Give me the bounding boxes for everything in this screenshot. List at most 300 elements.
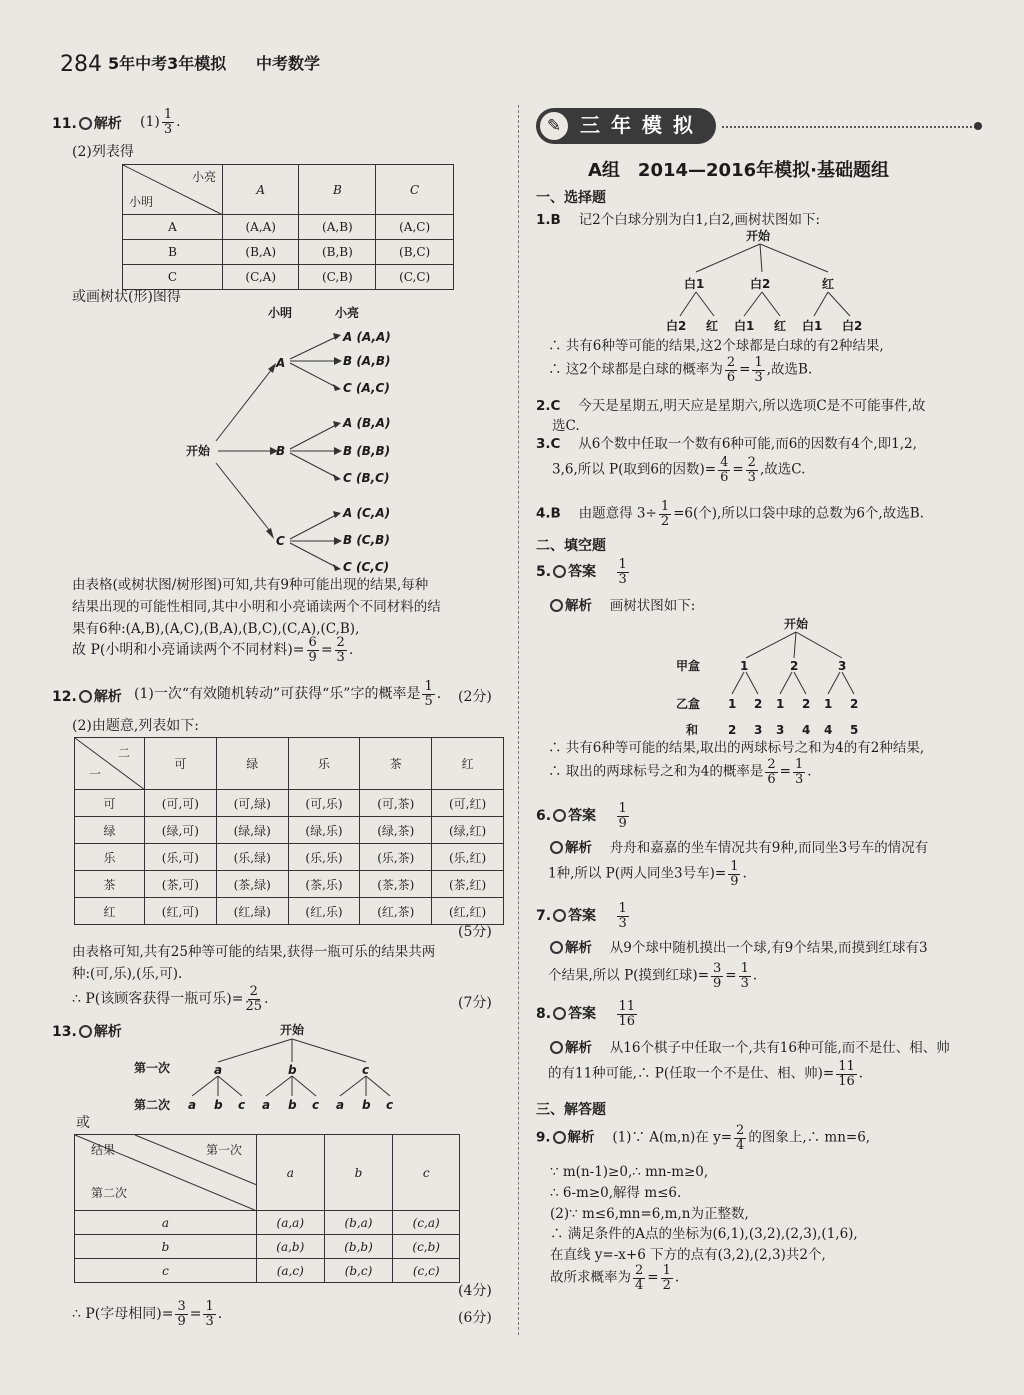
punct: . <box>858 1065 864 1082</box>
denominator: 16 <box>838 1073 855 1089</box>
table-cell: (红,红) <box>432 898 504 925</box>
numerator: 1 <box>740 961 749 976</box>
fraction <box>728 860 740 888</box>
denominator: 5 <box>424 693 433 709</box>
denominator: 6 <box>767 771 776 787</box>
equals: = <box>779 763 791 780</box>
numerator: 11 <box>838 1059 855 1074</box>
book-title: 5年中考3年模拟 <box>108 54 227 73</box>
equals: = <box>732 461 744 478</box>
table-cell: (A,B) <box>299 215 376 240</box>
row-header: 可 <box>75 790 145 817</box>
table-cell: (B,B) <box>299 240 376 265</box>
text: 从16个棋子中任取一个,共有16种可能,而不是仕、相、帅 <box>609 1040 950 1056</box>
tree-sum: 3 <box>776 723 785 737</box>
denominator: 9 <box>308 649 317 665</box>
numerator: 6 <box>308 635 317 650</box>
q13-conclusion <box>72 1300 222 1328</box>
equals: = <box>189 1306 202 1323</box>
table-cell: (b,a) <box>324 1211 393 1235</box>
table-cell: (C,C) <box>376 265 454 290</box>
tree-leaf: B (A,B) <box>343 354 391 368</box>
tree-leaf: a <box>336 1098 345 1112</box>
table-cell: (c,b) <box>393 1235 460 1259</box>
table-cell: (可,红) <box>432 790 504 817</box>
tree-leaf: b <box>214 1098 223 1112</box>
fraction <box>245 985 262 1013</box>
tree-node: 红 <box>822 277 835 291</box>
table-cell: (茶,茶) <box>360 871 432 898</box>
equals: = <box>647 1269 659 1286</box>
fraction <box>661 1264 673 1292</box>
q9-line: ∵ m(n-1)≥0,∴ mn-m≥0, <box>550 1164 709 1180</box>
analysis-label: 解析 <box>565 940 592 956</box>
tree-start: 开始 <box>746 229 771 243</box>
row-header: 绿 <box>75 817 145 844</box>
tree-leaf: c <box>312 1098 320 1112</box>
text: ∴ P(字母相同)= <box>72 1306 174 1323</box>
q8-answer <box>536 1000 639 1028</box>
table-cell: (乐,乐) <box>288 844 360 871</box>
tree-node-c: c <box>362 1063 370 1077</box>
fraction <box>335 636 347 664</box>
table-cell: (乐,可) <box>145 844 217 871</box>
row-header: B <box>123 240 223 265</box>
column-header: b <box>324 1135 393 1211</box>
denominator: 16 <box>618 1013 636 1029</box>
punct: . <box>217 1306 223 1323</box>
fraction <box>422 680 434 708</box>
text: ∴ P(该顾客获得一瓶可乐)= <box>72 991 244 1008</box>
q9-conclusion <box>550 1264 679 1292</box>
q11-tree-diagram <box>180 303 410 578</box>
table-cell: (b,c) <box>324 1259 393 1283</box>
punct: . <box>752 967 758 984</box>
analysis-mark-icon <box>550 941 563 954</box>
tree-leaf: 2 <box>754 697 763 711</box>
fraction <box>734 1124 746 1152</box>
q11-number: 11. <box>52 116 77 132</box>
numerator: 4 <box>720 455 729 470</box>
section-fill: 二、填空题 <box>536 538 606 554</box>
table-cell: (乐,茶) <box>360 844 432 871</box>
table-cell: (红,茶) <box>360 898 432 925</box>
section-solve: 三、解答题 <box>536 1102 606 1118</box>
text: 的有11种可能,∴ P(任取一个不是仕、相、帅)= <box>548 1065 835 1082</box>
text: 从6个数中任取一个数有6种可能,而6的因数有4个,即1,2, <box>578 436 917 452</box>
q9-line: 在直线 y=-x+6 下方的点有(3,2),(2,3)共2个, <box>550 1247 826 1263</box>
col-header-label: 二 <box>117 746 130 760</box>
equals: = <box>725 967 737 984</box>
fraction <box>739 962 751 990</box>
denominator: 3 <box>754 369 763 385</box>
table-diagonal-header <box>75 738 145 790</box>
text: (1)∵ A(m,n)在 y= <box>612 1129 733 1146</box>
numerator: 1 <box>618 901 627 916</box>
row-header: b <box>75 1235 257 1259</box>
table-row <box>123 240 454 265</box>
q1-number: 1.B <box>536 212 561 228</box>
analysis-label: 解析 <box>565 1040 592 1056</box>
tree-leaf: C (C,C) <box>343 560 390 574</box>
denominator: 3 <box>618 571 627 587</box>
column-header: 红 <box>432 738 504 790</box>
text: (1)一次“有效随机转动”可获得“乐”字的概率是 <box>134 686 421 703</box>
text: ∴ 这2个球都是白球的概率为 <box>548 361 723 378</box>
tree-leaf: 红 <box>774 319 787 333</box>
tree-leaf: B (B,B) <box>343 444 391 458</box>
col-header-label: 第一次 <box>205 1143 242 1157</box>
tree-node: 1 <box>740 659 749 673</box>
fraction <box>162 108 174 136</box>
tree-sum: 5 <box>850 723 859 737</box>
fraction <box>617 802 629 830</box>
answer-label: 答案 <box>568 908 597 925</box>
q2-line2: 选C. <box>552 418 580 434</box>
score: (2分) <box>458 689 492 705</box>
q11-text-line: 由表格(或树状图/树形图)可知,共有9种可能出现的结果,每种 <box>72 577 429 593</box>
denominator: 9 <box>713 975 722 991</box>
q4-line1 <box>536 500 924 528</box>
tree-node-b: b <box>288 1063 297 1077</box>
q9-line: ∴ 6-m≥0,解得 m≤6. <box>550 1185 682 1201</box>
answer-label: 答案 <box>568 808 597 825</box>
table-row <box>123 265 454 290</box>
fraction <box>617 1000 638 1028</box>
table-row <box>75 790 504 817</box>
denominator: 3 <box>740 975 749 991</box>
subject-title: 中考数学 <box>256 54 321 73</box>
tree-sum: 4 <box>802 723 811 737</box>
section-banner <box>536 108 716 144</box>
q12-part2-intro: (2)由题意,列表如下: <box>72 718 199 734</box>
q12-number: 12. <box>52 689 77 705</box>
tree-leaf: C (B,C) <box>343 471 390 485</box>
score: (4分) <box>458 1283 492 1299</box>
fraction <box>711 962 723 990</box>
denominator: 3 <box>336 649 345 665</box>
banner-dotted-rule <box>722 126 976 128</box>
row-header: c <box>75 1259 257 1283</box>
table-cell: (可,乐) <box>288 790 360 817</box>
text: 记2个白球分别为白1,白2,画树状图如下: <box>578 212 821 228</box>
table-diagonal-header <box>75 1135 257 1211</box>
table-cell: (c,c) <box>393 1259 460 1283</box>
equals: = <box>739 361 751 378</box>
table-cell: (a,b) <box>257 1235 325 1259</box>
row-header: C <box>123 265 223 290</box>
punct: . <box>807 763 812 780</box>
tree-leaf: A (B,A) <box>343 416 391 430</box>
row-header: 乐 <box>75 844 145 871</box>
denominator: 3 <box>747 469 756 485</box>
text: ,故选B. <box>766 361 813 378</box>
denominator: 6 <box>726 369 736 385</box>
table-row <box>75 817 504 844</box>
tree-leaf: 2 <box>850 697 859 711</box>
pencil-icon: ✎ <box>538 110 570 142</box>
table-cell: (可,茶) <box>360 790 432 817</box>
text: 故 P(小明和小亮诵读两个不同材料)= <box>72 642 305 659</box>
fraction <box>746 456 758 484</box>
text: 画树状图如下: <box>609 598 696 614</box>
table-cell: (茶,绿) <box>216 871 288 898</box>
q12-text-line: 由表格可知,共有25种等可能的结果,获得一瓶可乐的结果共两 <box>72 944 436 960</box>
fraction <box>307 636 319 664</box>
table-cell: (红,可) <box>145 898 217 925</box>
row-header: 茶 <box>75 871 145 898</box>
tree-sum: 2 <box>728 723 737 737</box>
page-number: 284 <box>60 52 102 77</box>
text: 由题意得 3÷ <box>578 505 657 522</box>
table-cell: (绿,茶) <box>360 817 432 844</box>
column-header: 茶 <box>360 738 432 790</box>
q12-part1 <box>134 680 441 708</box>
tree-leaf: 1 <box>776 697 785 711</box>
analysis-label: 解析 <box>93 689 122 705</box>
fraction <box>617 558 629 586</box>
table-cell: (B,A) <box>223 240 299 265</box>
tree-leaf: C (A,C) <box>343 381 390 395</box>
q11-conclusion <box>72 636 353 664</box>
q12-table <box>74 737 504 925</box>
q5-line3 <box>548 758 812 786</box>
punct: . <box>348 642 354 659</box>
tree-leaf: 1 <box>824 697 833 711</box>
tree-row-label: 甲盒 <box>676 659 701 673</box>
diagonal-line <box>75 738 145 790</box>
q6-line2 <box>548 860 747 888</box>
q2-number: 2.C <box>536 398 561 414</box>
tree-leaf: c <box>238 1098 246 1112</box>
fraction <box>203 1300 215 1328</box>
q5-answer <box>536 558 631 586</box>
tree-leaf: a <box>188 1098 197 1112</box>
numerator: 2 <box>767 757 776 772</box>
numerator: 1 <box>618 557 627 572</box>
section-banner-title: 三 年 模 拟 <box>580 113 695 137</box>
q9-number: 9. <box>536 1129 551 1146</box>
numerator: 1 <box>660 499 670 514</box>
denominator: 4 <box>736 1137 745 1153</box>
text: ∴ 取出的两球标号之和为4的概率是 <box>548 763 764 780</box>
text: 1种,所以 P(两人同坐3号车)= <box>548 865 727 882</box>
header-label: 结果 <box>91 1143 116 1157</box>
tree-leaf: a <box>262 1098 271 1112</box>
answer-mark-icon <box>553 1007 566 1020</box>
table-row <box>75 844 504 871</box>
q11-text-line: 结果出现的可能性相同,其中小明和小亮诵读两个不同材料的结 <box>72 599 441 615</box>
denominator: 3 <box>163 121 173 137</box>
table-row <box>75 1259 460 1283</box>
tree-leaf: B (C,B) <box>343 533 390 547</box>
q5-analysis <box>548 598 695 614</box>
tree-start: 开始 <box>186 444 211 458</box>
q6-answer <box>536 802 631 830</box>
column-header: a <box>257 1135 325 1211</box>
text: 个结果,所以 P(摸到红球)= <box>548 967 710 984</box>
tree-node: 2 <box>790 659 799 673</box>
punct: . <box>263 991 269 1008</box>
numerator: 2 <box>635 1263 644 1278</box>
punct: . <box>674 1269 680 1286</box>
text: 今天是星期五,明天应是星期六,所以选项C是不可能事件,故 <box>578 398 926 414</box>
fraction <box>752 356 764 384</box>
table-cell: (B,C) <box>376 240 454 265</box>
q11-part1 <box>140 108 181 136</box>
analysis-mark-icon <box>550 599 563 612</box>
tree-leaf: 白1 <box>734 319 755 333</box>
numerator: 1 <box>794 757 804 772</box>
table-cell: (A,C) <box>376 215 454 240</box>
table-cell: (b,b) <box>324 1235 393 1259</box>
text: 舟舟和嘉嘉的坐车情况共有9种,而同坐3号车的情况有 <box>609 840 929 856</box>
tree-node: 白1 <box>684 277 705 291</box>
table-cell: (绿,绿) <box>216 817 288 844</box>
table-cell: (茶,红) <box>432 871 504 898</box>
text: 从9个球中随机摸出一个球,有9个结果,而摸到红球有3 <box>609 940 928 956</box>
punct: . <box>176 114 181 131</box>
denominator: 3 <box>618 915 627 931</box>
tree-start: 开始 <box>784 617 809 631</box>
fraction <box>659 500 671 528</box>
numerator: 1 <box>754 355 763 370</box>
text: 故所求概率为 <box>550 1269 631 1286</box>
q13-or: 或 <box>76 1115 90 1131</box>
tree-leaf: 红 <box>706 319 719 333</box>
tree-leaf: A (C,A) <box>343 506 391 520</box>
q5-line2: ∴ 共有6种等可能的结果,取出的两球标号之和为4的有2种结果, <box>548 740 925 756</box>
text: =6(个),所以口袋中球的总数为6个,故选B. <box>673 505 924 522</box>
analysis-label: 解析 <box>93 116 122 132</box>
row-header-label: 一 <box>89 766 102 781</box>
q9-line1 <box>536 1124 870 1152</box>
table-cell: (乐,绿) <box>216 844 288 871</box>
analysis-mark-icon <box>79 117 92 130</box>
table-row <box>75 1235 460 1259</box>
fraction <box>617 902 629 930</box>
column-divider <box>518 105 519 1335</box>
table-row <box>123 215 454 240</box>
table-cell: (可,绿) <box>216 790 288 817</box>
tree-leaf: 2 <box>802 697 811 711</box>
denominator: 2 <box>662 1277 671 1293</box>
fraction <box>793 758 805 786</box>
q7-number: 7. <box>536 908 552 925</box>
q11-text-line: 果有6种:(A,B),(A,C),(B,A),(B,C),(C,A),(C,B), <box>72 621 360 637</box>
q1-line3 <box>548 356 812 384</box>
tree-node: 3 <box>838 659 847 673</box>
column-header: 绿 <box>216 738 288 790</box>
column-header: 可 <box>145 738 217 790</box>
q5-tree-diagram <box>676 616 876 738</box>
punct: . <box>436 686 442 703</box>
score: (5分) <box>458 924 492 940</box>
row-header: A <box>123 215 223 240</box>
table-cell: (绿,红) <box>432 817 504 844</box>
tree-node-a: A <box>276 356 286 370</box>
numerator: 1 <box>662 1263 671 1278</box>
column-header: B <box>299 165 376 215</box>
answer-label: 答案 <box>568 564 597 581</box>
table-cell: (A,A) <box>223 215 299 240</box>
tree-node-c: C <box>276 534 285 548</box>
tree-leaf: b <box>362 1098 371 1112</box>
table-cell: (c,a) <box>393 1211 460 1235</box>
row-header: a <box>75 1211 257 1235</box>
table-cell: (绿,可) <box>145 817 217 844</box>
numerator: 1 <box>618 801 627 816</box>
group-title: A组 2014—2016年模拟·基础题组 <box>588 160 889 181</box>
table-cell: (绿,乐) <box>288 817 360 844</box>
text: ,故选C. <box>759 461 806 478</box>
denominator: 4 <box>635 1277 644 1293</box>
q2-line1 <box>536 398 925 414</box>
row-header-label: 第二次 <box>91 1185 128 1200</box>
column-header: C <box>376 165 454 215</box>
table-cell: (可,可) <box>145 790 217 817</box>
analysis-mark-icon <box>79 690 92 703</box>
tree-row-label: 和 <box>686 723 699 737</box>
text: 的图象上,∴ mn=6, <box>748 1129 871 1146</box>
fraction <box>765 758 777 786</box>
numerator: 2 <box>736 1123 745 1138</box>
tree-sum: 3 <box>754 723 763 737</box>
table-cell: (红,乐) <box>288 898 360 925</box>
numerator: 2 <box>747 455 756 470</box>
q3-line1 <box>536 436 917 452</box>
tree-node-b: B <box>276 444 286 458</box>
q12-conclusion <box>72 985 268 1013</box>
numerator: 1 <box>163 107 173 122</box>
q13-header <box>52 1024 122 1041</box>
section-choice: 一、选择题 <box>536 190 606 206</box>
denominator: 9 <box>730 873 739 889</box>
q9-line: (2)∵ m≤6,mn=6,m,n为正整数, <box>550 1206 749 1222</box>
numerator: 1 <box>730 859 739 874</box>
q3-number: 3.C <box>536 436 561 452</box>
table-cell: (茶,可) <box>145 871 217 898</box>
tree-head-xiaoming: 小明 <box>268 306 293 320</box>
q13-table <box>74 1134 460 1283</box>
tree-start: 开始 <box>280 1023 305 1037</box>
tree-node: 白2 <box>750 277 771 291</box>
numerator: 3 <box>713 961 722 976</box>
column-header: 乐 <box>288 738 360 790</box>
fraction <box>725 356 737 384</box>
fraction <box>718 456 730 484</box>
numerator: 11 <box>618 999 636 1014</box>
q8-analysis <box>548 1040 950 1056</box>
q8-line2 <box>548 1060 863 1088</box>
column-header: A <box>223 165 299 215</box>
row-header: 红 <box>75 898 145 925</box>
numerator: 1 <box>205 1299 214 1314</box>
numerator: 1 <box>424 679 433 694</box>
denominator: 3 <box>794 771 804 787</box>
q3-line2 <box>552 456 805 484</box>
tree-row-label: 乙盒 <box>676 697 701 711</box>
q11-table <box>122 164 454 290</box>
tree-sum: 4 <box>824 723 833 737</box>
numerator: 3 <box>177 1299 186 1314</box>
fraction <box>836 1060 857 1088</box>
table-diagonal-header <box>123 165 223 215</box>
table-cell: (C,A) <box>223 265 299 290</box>
answer-label: 答案 <box>568 1006 597 1023</box>
score: (7分) <box>458 995 492 1011</box>
answer-mark-icon <box>553 809 566 822</box>
